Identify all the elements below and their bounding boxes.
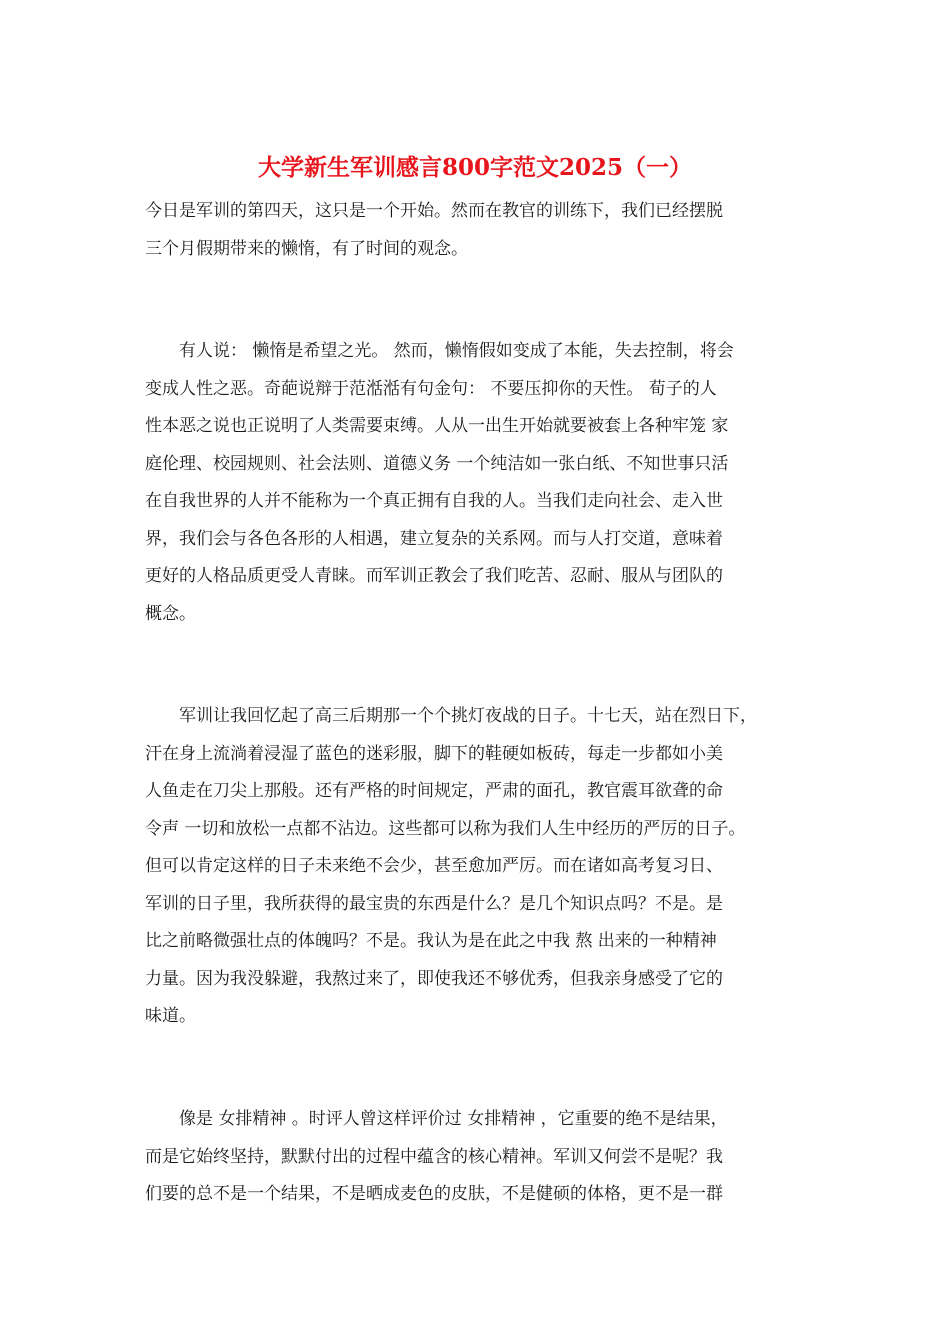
paragraph-3: [145, 698, 825, 1036]
paragraph-line: 有人说： 懒惰是希望之光。 然而，懒惰假如变成了本能，失去控制，将会: [145, 341, 734, 361]
paragraph-line: 力量。因为我没躲避，我熬过来了，即使我还不够优秀，但我亲身感受了它的: [145, 968, 723, 989]
document-title: 大学新生军训感言800字范文2025（一）: [257, 154, 693, 181]
paragraph-line: 而是它始终坚持，默默付出的过程中蕴含的核心精神。军训又何尝不是呢？我: [145, 1146, 723, 1167]
paragraph-line: 变成人性之恶。奇葩说辩于范湉湉有句金句： 不要压抑你的天性。 荀子的人: [145, 378, 717, 399]
paragraph-line: 界，我们会与各色各形的人相遇，建立复杂的关系网。而与人打交道，意味着: [145, 528, 723, 549]
paragraph-line: 在自我世界的人并不能称为一个真正拥有自我的人。当我们走向社会、走入世: [145, 491, 723, 511]
paragraph-line: 三个月假期带来的懒惰，有了时间的观念。: [145, 238, 468, 259]
paragraph-line: 今日是军训的第四天，这只是一个开始。然而在教官的训练下，我们已经摆脱: [145, 201, 723, 221]
paragraph-line: 但可以肯定这样的日子未来绝不会少，甚至愈加严厉。而在诸如高考复习日、: [145, 856, 723, 876]
paragraph-line: 军训让我回忆起了高三后期那一个个挑灯夜战的日子。十七天，站在烈日下，: [145, 706, 757, 726]
paragraph-line: 们要的总不是一个结果，不是晒成麦色的皮肤，不是健硕的体格，更不是一群: [145, 1184, 723, 1204]
paragraph-1: [145, 193, 825, 268]
paragraph-line: 庭伦理、校园规则、社会法则、道德义务 一个纯洁如一张白纸、不知世事只活: [145, 453, 729, 474]
paragraph-line: 更好的人格品质更受人青睐。而军训正教会了我们吃苦、忍耐、服从与团队的: [145, 566, 723, 586]
paragraph-line: 汗在身上流淌着浸湿了蓝色的迷彩服，脚下的鞋硬如板砖，每走一步都如小美: [145, 743, 723, 764]
paragraph-line: 味道。: [145, 1006, 196, 1026]
paragraph-line: 比之前略微强壮点的体魄吗？不是。我认为是在此之中我 熬 出来的一种精神: [145, 931, 717, 951]
paragraph-line: 性本恶之说也正说明了人类需要束缚。人从一出生开始就要被套上各种牢笼 家: [145, 416, 729, 436]
paragraph-line: 概念。: [145, 603, 196, 624]
paragraph-line: 军训的日子里，我所获得的最宝贵的东西是什么？是几个知识点吗？不是。是: [145, 893, 723, 914]
paragraph-line: 人鱼走在刀尖上那般。还有严格的时间规定，严肃的面孔，教官震耳欲聋的命: [145, 781, 723, 801]
paragraph-4: [145, 1101, 825, 1214]
paragraph-line: 令声 一切和放松一点都不沾边。这些都可以称为我们人生中经历的严厉的日子。: [145, 818, 746, 839]
paragraph-2: [145, 333, 825, 633]
paragraph-line: 像是 女排精神 。时评人曾这样评价过 女排精神 ，它重要的绝不是结果，: [145, 1109, 728, 1129]
